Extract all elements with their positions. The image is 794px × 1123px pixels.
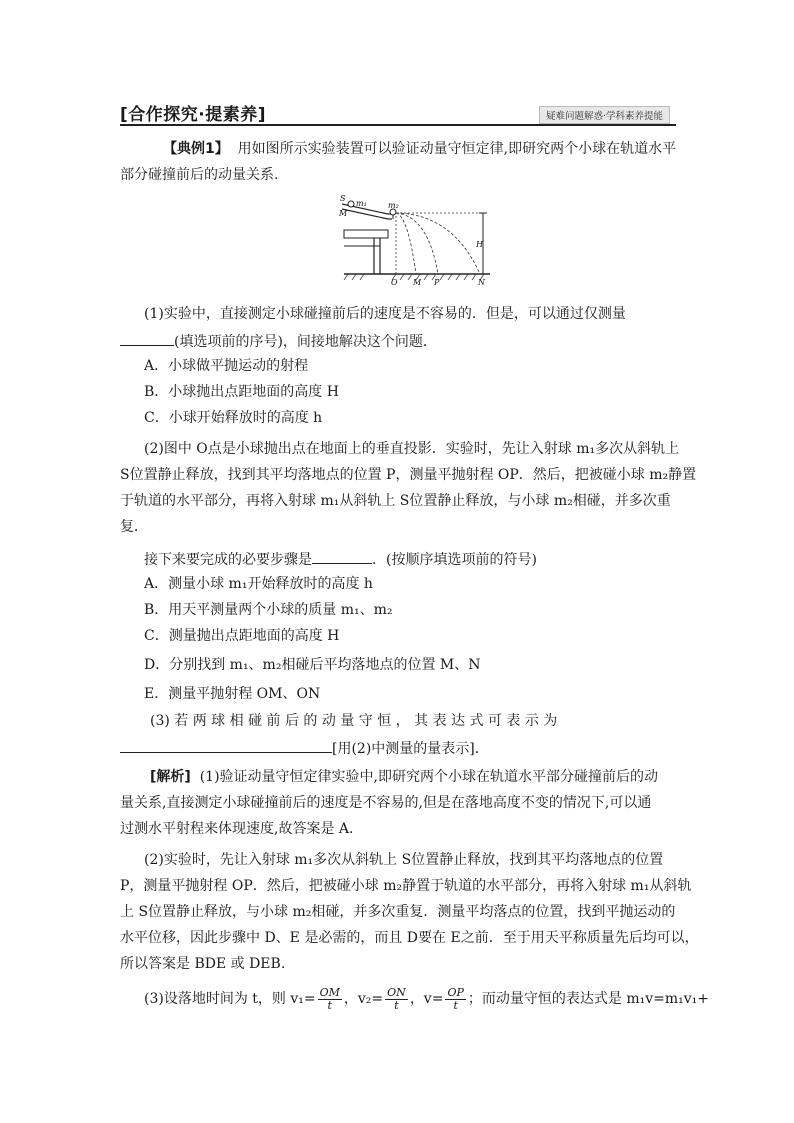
label-m1: m₁ <box>356 199 367 208</box>
q3-line-2 <box>120 738 489 758</box>
analysis-p1-text: (1)验证动量守恒定律实验中,即研究两个小球在轨道水平部分碰撞前后的动 <box>199 769 658 785</box>
label-p: P <box>434 278 440 286</box>
track-support <box>344 230 388 238</box>
q2-prompt-before: 接下来要完成的必要步骤是 <box>144 552 312 568</box>
q1-line-2 <box>120 331 437 351</box>
example-label: 【典例1】 <box>163 141 229 157</box>
analysis-p3-suffix: ；而动量守恒的表达式是 m₁v=m₁v₁+ <box>467 991 709 1007</box>
q2-option-c: C．测量抛出点距地面的高度 H <box>144 628 340 644</box>
fraction-v1 <box>318 987 342 1012</box>
q1-line-1: (1)实验中，直接测定小球碰撞前后的速度是不容易的．但是，可以通过仅测量 <box>144 306 626 322</box>
analysis-line-7: 水平位移，因此步骤中 D、E 是必需的，而且 D要在 E之前．至于用天平称质量先后均可以， <box>120 930 699 946</box>
q1-line-2-text: (填选项前的序号)，间接地解决这个问题． <box>174 334 437 350</box>
analysis-line-9 <box>144 986 709 1012</box>
fraction-v2-num: ON <box>387 985 406 999</box>
section-tag: 疑难问题解惑·学科素养提能 <box>539 106 670 124</box>
q2-option-d: D．分别找到 m₁、m₂相碰后平均落地点的位置 M、N <box>144 657 481 673</box>
example-intro-line-1 <box>163 140 676 158</box>
q2-option-a: A．测量小球 m₁开始释放时的高度 h <box>144 576 373 592</box>
analysis-line-4: (2)实验时，先让入射球 m₁多次从斜轨上 S位置静止释放，找到其平均落地点的位置 <box>144 852 664 868</box>
q3-line-1: (3) 若 两 球 相 碰 前 后 的 动 量 守 恒 ， 其 表 达 式 可 表 示 为 <box>150 713 558 729</box>
label-s: S <box>340 194 346 203</box>
fraction-v <box>445 987 465 1012</box>
label-h: H <box>476 240 483 249</box>
q2-line-4: 复． <box>120 519 148 535</box>
q2-line-1: (2)图中 O点是小球抛出点在地面上的垂直投影．实验时，先让入射球 m₁多次从斜轨上 <box>144 441 680 457</box>
trajectory-n <box>396 213 480 274</box>
trajectory-m <box>396 213 416 274</box>
fraction-v1-num: OM <box>319 985 340 999</box>
ball-m1 <box>348 201 354 207</box>
q2-line-2: S位置静止释放，找到其平均落地点的位置 P，测量平抛射程 OP．然后，把被碰小球 m₂静置 <box>120 467 697 483</box>
section-header <box>120 100 676 126</box>
analysis-line-1 <box>150 768 658 786</box>
trajectory-p <box>396 213 438 274</box>
label-m2: m₂ <box>388 201 399 210</box>
experiment-figure <box>338 194 498 286</box>
label-m: M <box>413 278 422 286</box>
q2-prompt-after: ．(按顺序填选项前的符号) <box>372 552 537 568</box>
analysis-line-8: 所以答案是 BDE 或 DEB. <box>120 956 286 972</box>
fraction-v2-den: t <box>394 998 399 1012</box>
label-m-left: M <box>339 209 348 218</box>
fraction-v-num: OP <box>447 985 464 999</box>
analysis-line-2: 量关系,直接测定小球碰撞前后的速度是不容易的,但是在落地高度不变的情况下,可以通 <box>120 795 652 811</box>
q3-line-2-text: [用(2)中测量的量表示]． <box>332 741 489 757</box>
label-n: N <box>478 278 485 286</box>
q1-option-a: A．小球做平抛运动的射程 <box>144 358 309 374</box>
fraction-v1-den: t <box>327 998 332 1012</box>
analysis-line-3: 过测水平射程来体现速度,故答案是 A. <box>120 821 354 837</box>
q2-prompt <box>144 549 537 569</box>
analysis-p3-prefix: (3)设落地时间为 t，则 v₁= <box>144 991 316 1007</box>
example-intro-text: 用如图所示实验装置可以验证动量守恒定律,即研究两个小球在轨道水平 <box>237 141 677 157</box>
analysis-p3-mid1: ，v₂= <box>343 991 384 1007</box>
section-title: [合作探究·提素养] <box>120 105 266 125</box>
example-intro-line-2: 部分碰撞前后的动量关系. <box>120 167 279 183</box>
analysis-p3-mid2: ，v= <box>409 991 444 1007</box>
label-o: O <box>391 278 398 286</box>
fraction-v-den: t <box>453 998 458 1012</box>
analysis-line-5: P，测量平抛射程 OP．然后，把被碰小球 m₂静置于轨道的水平部分，再将入射球 m₁从斜轨 <box>120 878 692 894</box>
q2-option-b: B．用天平测量两个小球的质量 m₁、m₂ <box>144 602 393 618</box>
fraction-v2 <box>385 987 408 1012</box>
q1-option-c: C．小球开始释放时的高度 h <box>144 410 323 426</box>
q3-answer-blank[interactable] <box>120 738 332 753</box>
q1-option-b: B．小球抛出点距地面的高度 H <box>144 384 339 400</box>
q2-line-3: 于轨道的水平部分，再将入射球 m₁从斜轨上 S位置静止释放，与小球 m₂相碰，并多次重 <box>120 493 671 509</box>
analysis-label: [解析] <box>150 769 191 785</box>
q2-option-e: E．测量平抛射程 OM、ON <box>144 686 321 702</box>
q2-answer-blank[interactable] <box>312 549 372 564</box>
q1-answer-blank[interactable] <box>120 331 174 346</box>
analysis-line-6: 上 S位置静止释放，与小球 m₂相碰，并多次重复．测量平均落点的位置，找到平抛运动的 <box>120 904 676 920</box>
